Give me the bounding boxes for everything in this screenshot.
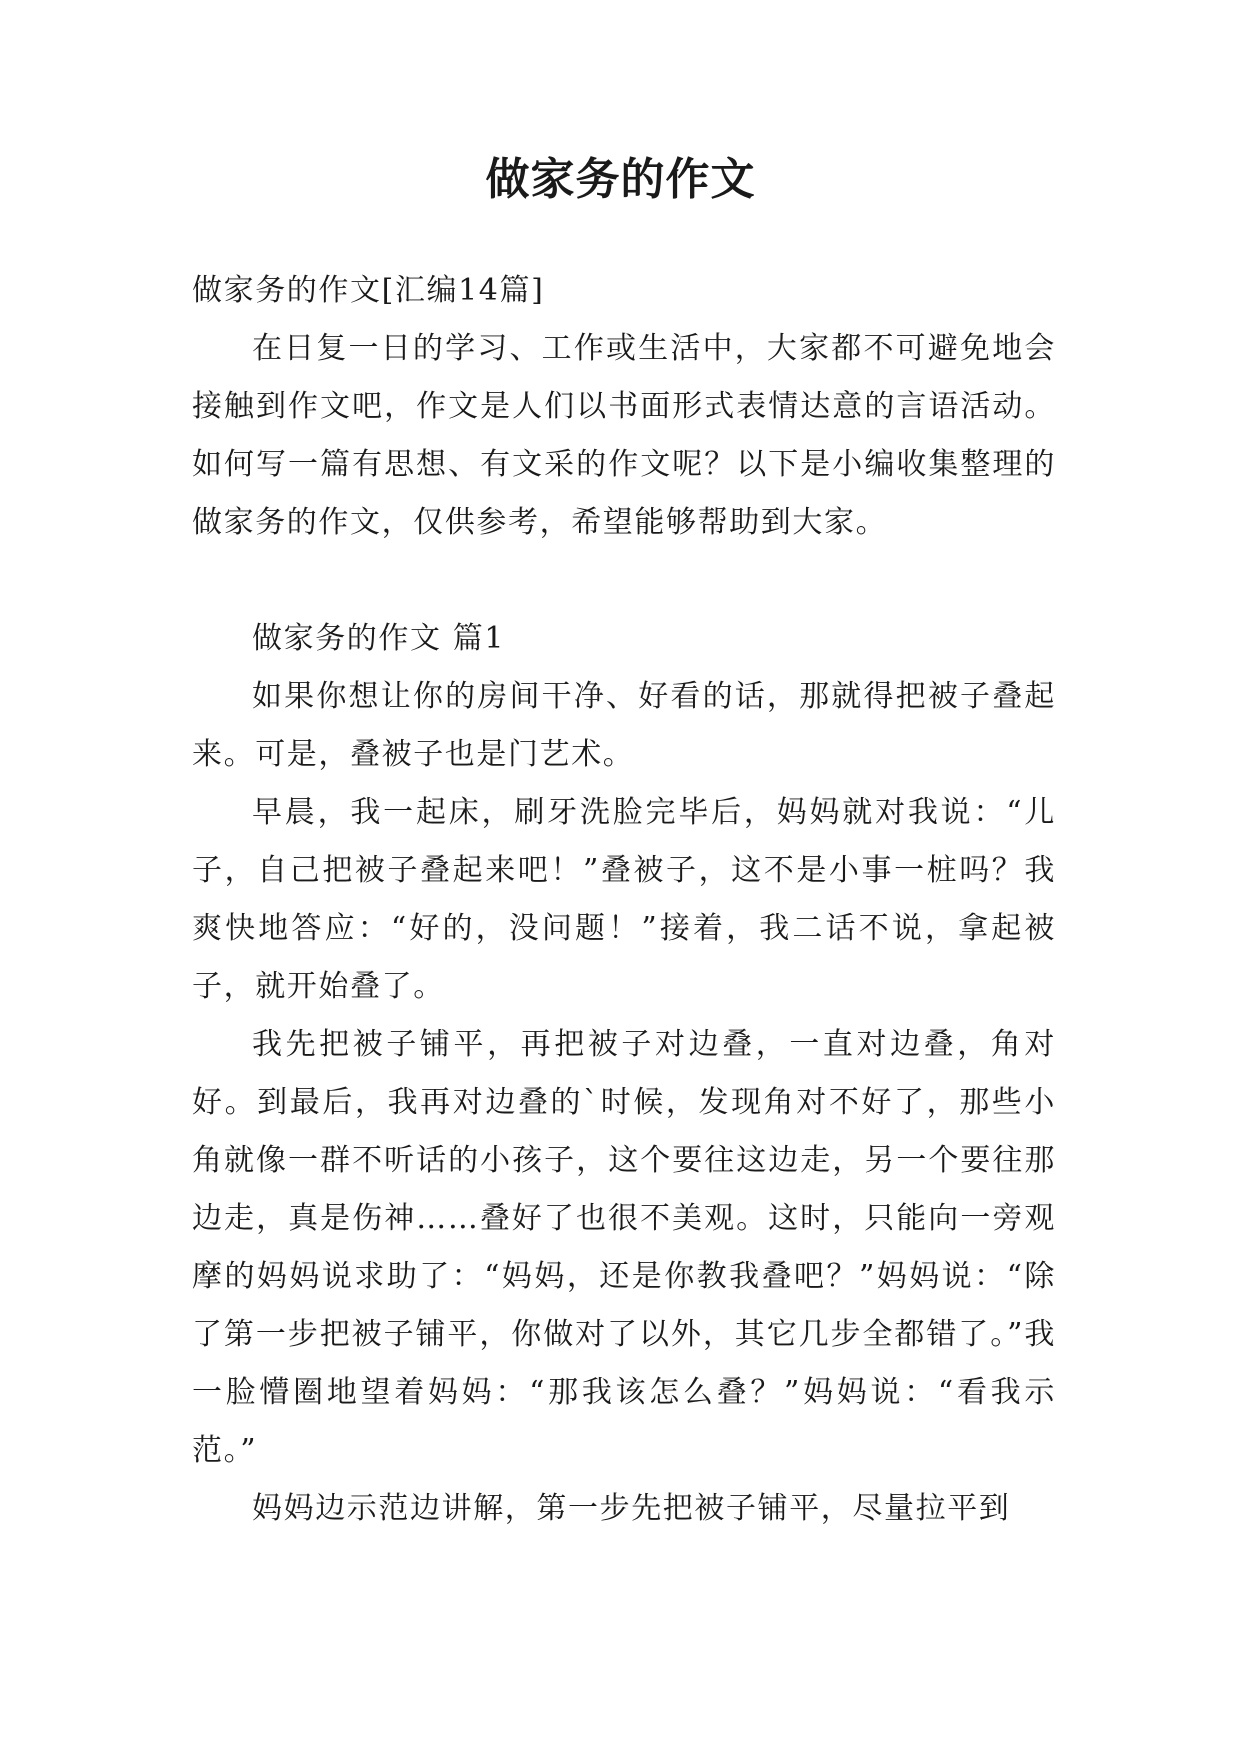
document-subtitle: 做家务的作文[汇编14篇]	[192, 273, 545, 308]
intro-paragraph: 在日复一日的学习、工作或生活中，大家都不可避免地会接触到作文吧，作文是人们以书面形式表情达意的言语活动。如何写一篇有思想、有文采的作文呢？以下是小编收集整理的做家务的作文，仅供参考，希望能够帮助到大家。	[192, 331, 1056, 540]
section-heading: 做家务的作文 篇1	[252, 621, 506, 656]
body-paragraph-3: 我先把被子铺平，再把被子对边叠，一直对边叠，角对好。到最后，我再对边叠的`时候，发现角对不好了，那些小角就像一群不听话的小孩子，这个要往这边走，另一个要往那边走，真是伤神……叠好了也很不美观。这时，只能向一旁观摩的妈妈说求助了：“妈妈，还是你教我叠吧？”妈妈说：“除了第一步把被子铺平，你做对了以外，其它几步全都错了。”我一脸懵圈地望着妈妈：“那我该怎么叠？”妈妈说：“看我示范。”	[192, 1027, 1056, 1468]
document-body	[192, 262, 1056, 1538]
document-title: 做家务的作文	[485, 154, 756, 205]
body-paragraph-2: 早晨，我一起床，刷牙洗脸完毕后，妈妈就对我说：“儿子，自己把被子叠起来吧！”叠被子，这不是小事一桩吗？我爽快地答应：“好的，没问题！”接着，我二话不说，拿起被子，就开始叠了。	[192, 795, 1056, 1004]
body-paragraph-4: 妈妈边示范边讲解，第一步先把被子铺平，尽量拉平到	[252, 1491, 1011, 1526]
body-paragraph-1: 如果你想让你的房间干净、好看的话，那就得把被子叠起来。可是，叠被子也是门艺术。	[192, 679, 1056, 772]
